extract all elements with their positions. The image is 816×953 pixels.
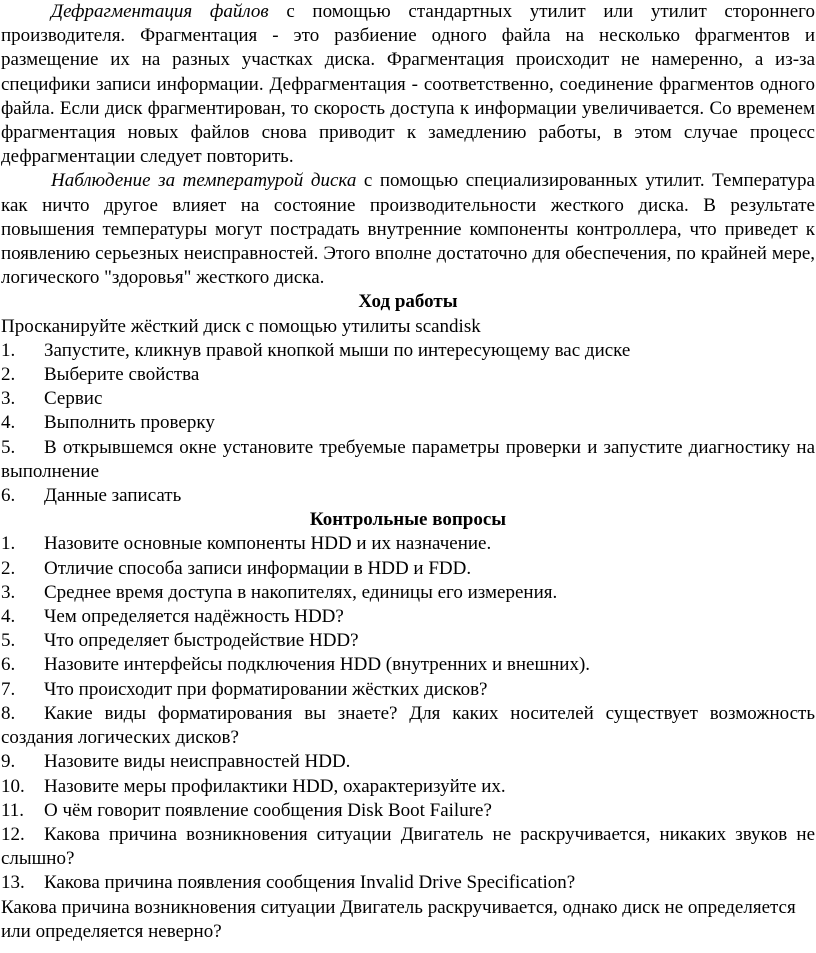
- item-text: Какова причина возникновения ситуации Двигатель не раскручивается, никаких звуков не слышно?: [1, 823, 815, 870]
- list-item: [1, 678, 815, 702]
- list-item: [1, 484, 815, 508]
- questions-heading: Контрольные вопросы: [309, 509, 507, 531]
- item-text: Что определяет быстродействие HDD?: [44, 630, 359, 652]
- item-number: 8.: [1, 702, 16, 724]
- item-text: Назовите меры профилактики HDD, охарактеризуйте их.: [44, 775, 506, 797]
- item-number: 13.: [1, 872, 25, 894]
- list-item-wrapped: [1, 436, 815, 484]
- list-item: [1, 605, 815, 629]
- item-number: 2.: [1, 557, 16, 579]
- item-number: 7.: [1, 678, 16, 700]
- item-text: Среднее время доступа в накопителях, единицы его измерения.: [44, 581, 558, 603]
- item-text: Выполнить проверку: [44, 412, 215, 434]
- paragraph-text: с помощью стандартных утилит или утилит стороннего производителя. Фрагментация - это разбиение одного файла на несколько фрагментов и размещение их на разных участках диска. Фрагментация происходит не намеренно, а из-за специфики записи информации. Дефрагментация - соответственно, соединение фрагментов одного файла. Если диск фрагментирован, то скорость доступа к информации увеличивается. Со временем фрагментация новых файлов снова приводит к замедлению работы, в этом случае процесс дефрагментации следует повторить.: [1, 1, 815, 168]
- final-question: Какова причина возникновения ситуации Двигатель раскручивается, однако диск не определяется или определяется неверно?: [1, 896, 796, 942]
- work-steps-list: [1, 339, 815, 508]
- item-number: 5.: [1, 630, 16, 652]
- item-text: Выберите свойства: [44, 364, 200, 386]
- list-item: [1, 557, 815, 581]
- work-intro: Просканируйте жёсткий диск с помощью утилиты scandisk: [1, 315, 481, 337]
- item-text: О чём говорит появление сообщения Disk Boot Failure?: [44, 799, 492, 821]
- item-text: В открывшемся окне установите требуемые параметры проверки и запустите диагностику на выполнение: [1, 436, 815, 482]
- item-text: Назовите интерфейсы подключения HDD (внутренних и внешних).: [44, 654, 591, 676]
- item-number: 9.: [1, 751, 16, 773]
- list-item: [1, 339, 815, 363]
- paragraph-text: с помощью специализированных утилит. Температура как ничто другое влияет на состояние производительности жесткого диска. В результате повышения температуры могут пострадать внутренние компоненты контроллера, что приведет к появлению серьезных неисправностей. Этого вполне достаточно для обеспечения, по крайней мере, логического "здоровья" жесткого диска.: [1, 170, 815, 289]
- item-number: 6.: [1, 485, 16, 507]
- list-item: [1, 653, 815, 677]
- list-item: [1, 363, 815, 387]
- item-text: Какие виды форматирования вы знаете? Для каких носителей существует возможность создания логических дисков?: [1, 702, 815, 749]
- paragraph-defragmentation: [1, 0, 815, 169]
- list-item: [1, 532, 815, 556]
- item-text: Данные записать: [44, 485, 182, 507]
- list-item: [1, 871, 815, 895]
- item-text: Сервис: [44, 388, 103, 410]
- item-text: Отличие способа записи информации в HDD и FDD.: [44, 557, 472, 579]
- list-item: [1, 775, 815, 799]
- item-text: Назовите виды неисправностей HDD.: [44, 751, 351, 773]
- list-item: [1, 581, 815, 605]
- paragraph-lead: Наблюдение за температурой диска: [51, 170, 357, 192]
- item-number: 1.: [1, 533, 16, 555]
- item-text: Что происходит при форматировании жёстких дисков?: [44, 678, 488, 700]
- item-number: 5.: [1, 436, 16, 458]
- item-number: 3.: [1, 388, 16, 410]
- item-number: 12.: [1, 823, 25, 845]
- item-number: 10.: [1, 775, 25, 797]
- item-text: Чем определяется надёжность HDD?: [44, 606, 344, 628]
- item-number: 4.: [1, 412, 16, 434]
- item-number: 1.: [1, 339, 16, 361]
- item-number: 4.: [1, 606, 16, 628]
- work-heading: Ход работы: [358, 291, 458, 313]
- list-item: [1, 629, 815, 653]
- questions-list: [1, 532, 815, 895]
- paragraph-temperature: [1, 169, 815, 290]
- item-number: 3.: [1, 581, 16, 603]
- list-item: [1, 387, 815, 411]
- item-text: Назовите основные компоненты HDD и их назначение.: [44, 533, 492, 555]
- item-text: Запустите, кликнув правой кнопкой мыши по интересующему вас диске: [44, 339, 631, 361]
- list-item: [1, 799, 815, 823]
- item-number: 11.: [1, 799, 25, 821]
- item-number: 2.: [1, 364, 16, 386]
- list-item: [1, 411, 815, 435]
- paragraph-lead: Дефрагментация файлов: [51, 1, 269, 22]
- item-text: Какова причина появления сообщения Invalid Drive Specification?: [44, 872, 576, 894]
- list-item-wrapped: [1, 702, 815, 750]
- item-number: 6.: [1, 654, 16, 676]
- list-item-wrapped: [1, 823, 815, 871]
- list-item: [1, 750, 815, 774]
